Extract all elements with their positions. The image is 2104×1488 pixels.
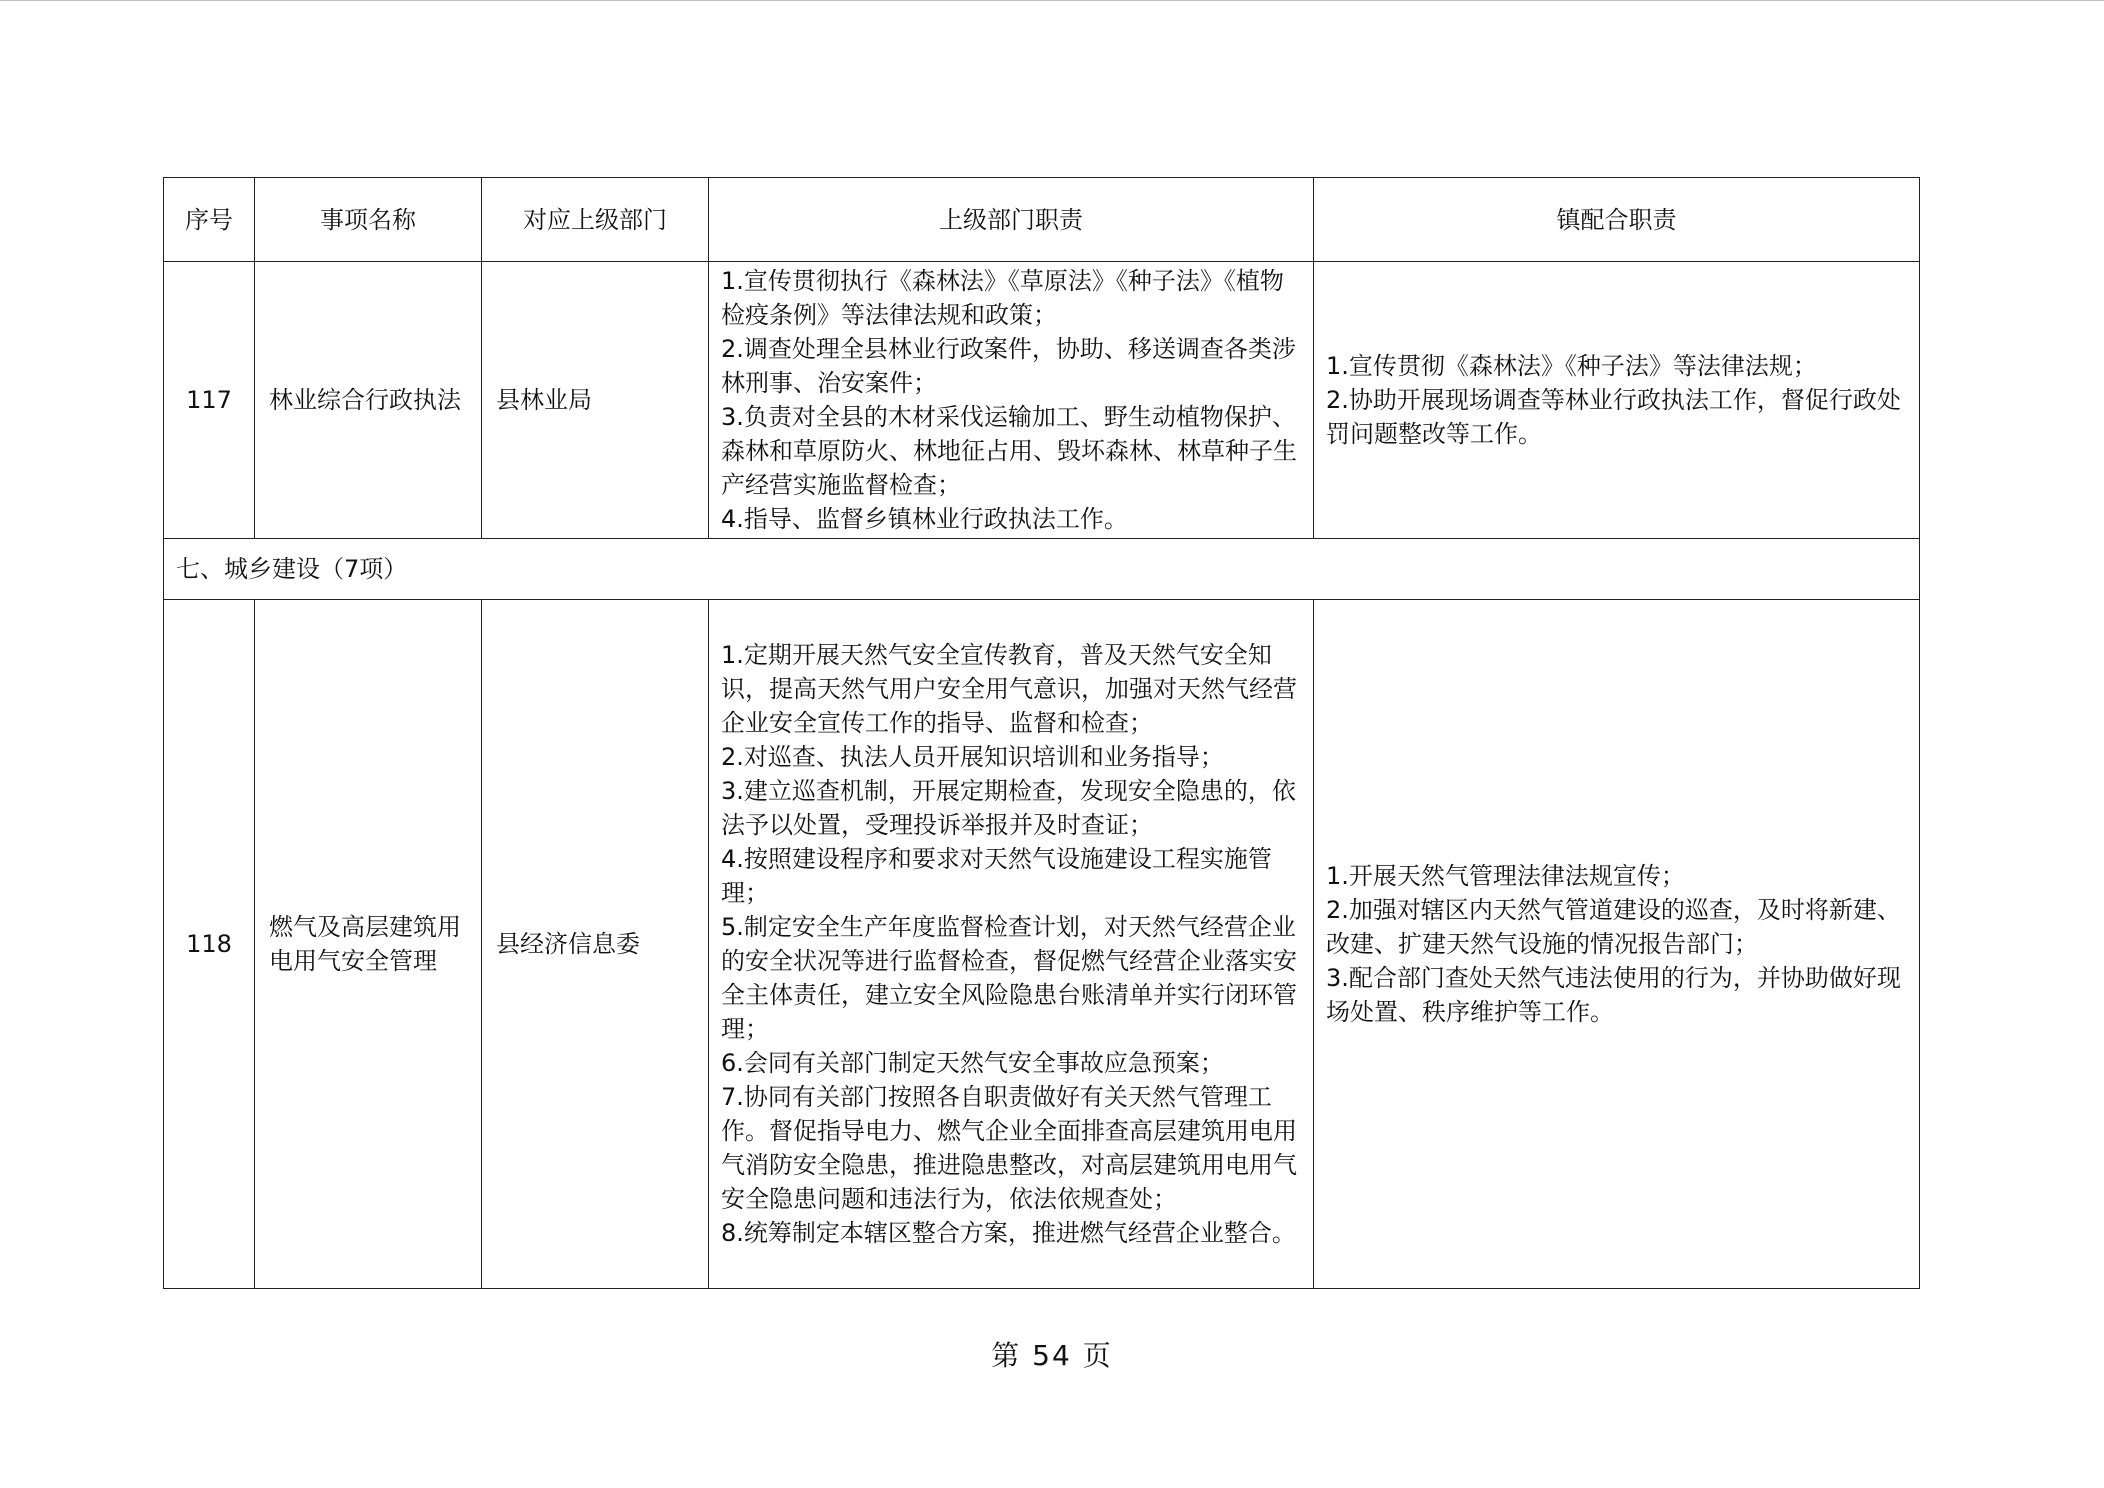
row-town-duties (1314, 262, 1920, 539)
table-row (164, 262, 1920, 539)
section-row (164, 539, 1920, 600)
duty-line: 2.对巡查、执法人员开展知识培训和业务指导； (721, 743, 1224, 771)
header-upper-duties: 上级部门职责 (709, 178, 1314, 262)
duty-line: 8.统筹制定本辖区整合方案，推进燃气经营企业整合。 (721, 1219, 1296, 1247)
duty-line: 3.负责对全县的木材采伐运输加工、野生动植物保护、森林和草原防火、林地征占用、毁坏森林、林草种子生产经营实施监督检查； (721, 403, 1297, 499)
header-seq: 序号 (164, 178, 255, 262)
duty-line: 4.指导、监督乡镇林业行政执法工作。 (721, 505, 1128, 533)
duty-line: 1.开展天然气管理法律法规宣传； (1326, 862, 1685, 890)
header-upper-dept: 对应上级部门 (482, 178, 709, 262)
row-upper-duties (709, 600, 1314, 1289)
row-seq: 118 (164, 600, 255, 1289)
duty-table (163, 177, 1920, 1289)
duty-line: 7.协同有关部门按照各自职责做好有关天然气管理工作。督促指导电力、燃气企业全面排查高层建筑用电用气消防安全隐患，推进隐患整改，对高层建筑用电用气安全隐患问题和违法行为，依法依规查处； (721, 1083, 1297, 1213)
row-upper-dept: 县林业局 (482, 262, 709, 539)
duty-line: 2.加强对辖区内天然气管道建设的巡查，及时将新建、改建、扩建天然气设施的情况报告部门； (1326, 896, 1901, 958)
duty-line: 2.协助开展现场调查等林业行政执法工作，督促行政处罚问题整改等工作。 (1326, 386, 1901, 448)
row-town-duties (1314, 600, 1920, 1289)
duty-line: 5.制定安全生产年度监督检查计划，对天然气经营企业的安全状况等进行监督检查，督促燃气经营企业落实安全主体责任，建立安全风险隐患台账清单并实行闭环管理； (721, 913, 1297, 1043)
row-upper-duties (709, 262, 1314, 539)
duty-line: 3.建立巡查机制，开展定期检查，发现安全隐患的，依法予以处置，受理投诉举报并及时查证； (721, 777, 1296, 839)
table-header-row (164, 178, 1920, 262)
page-top-rule (0, 0, 2104, 1)
duty-line: 6.会同有关部门制定天然气安全事故应急预案； (721, 1049, 1224, 1077)
section-title: 七、城乡建设（7项） (164, 539, 1920, 600)
duty-line: 4.按照建设程序和要求对天然气设施建设工程实施管理； (721, 845, 1272, 907)
duty-line: 1.定期开展天然气安全宣传教育，普及天然气安全知识，提高天然气用户安全用气意识，加强对天然气经营企业安全宣传工作的指导、监督和检查； (721, 641, 1297, 737)
row-item-name: 林业综合行政执法 (255, 262, 482, 539)
table-row (164, 600, 1920, 1289)
duty-line: 2.调查处理全县林业行政案件，协助、移送调查各类涉林刑事、治安案件； (721, 335, 1296, 397)
duty-line: 1.宣传贯彻《森林法》《种子法》等法律法规； (1326, 352, 1817, 380)
header-item-name: 事项名称 (255, 178, 482, 262)
duty-line: 3.配合部门查处天然气违法使用的行为，并协助做好现场处置、秩序维护等工作。 (1326, 964, 1901, 1026)
header-town-duties: 镇配合职责 (1314, 178, 1920, 262)
row-seq: 117 (164, 262, 255, 539)
duty-line: 1.宣传贯彻执行《森林法》《草原法》《种子法》《植物检疫条例》等法律法规和政策； (721, 267, 1284, 329)
page-number: 第 54 页 (991, 1339, 1113, 1372)
row-item-name: 燃气及高层建筑用电用气安全管理 (255, 600, 482, 1289)
row-upper-dept: 县经济信息委 (482, 600, 709, 1289)
